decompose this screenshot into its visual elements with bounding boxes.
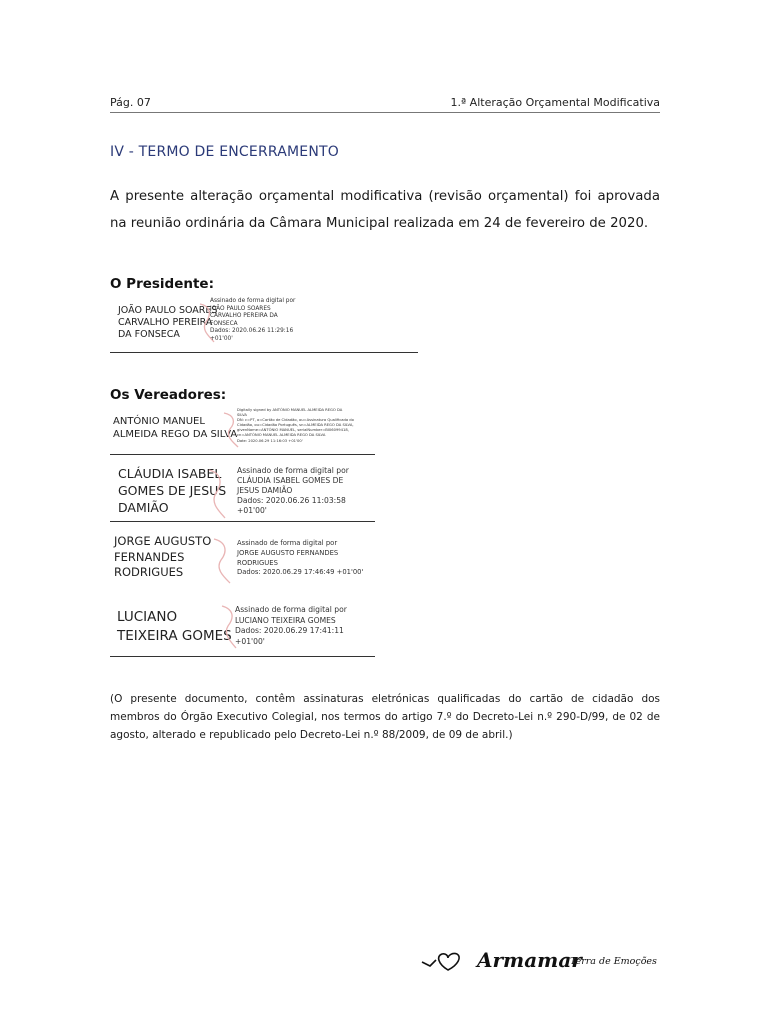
legal-note: (O presente documento, contêm assinaturas eletrónicas qualificadas do cartão de cidadão dos membros do Órgão Executivo Colegial, nos termos do artigo 7.º do Decreto-Lei n.º 290-D/99, de 02 de agosto, alterado e republicado pelo Decreto-Lei n.º 88/2009, de 09 de abril.) [110,693,660,741]
signature-detail-line: Digitally signed by ANTÓNIO MANUEL ALMEIDA REGO DA [237,408,343,412]
signature-detail-line: Assinado de forma digital por [235,605,347,614]
brand-slogan: Terra de Emoções [570,956,657,967]
signer-name-line: RODRIGUES [114,565,184,579]
signature-line [110,454,375,455]
signature-detail-line: FONSECA [210,320,238,327]
president-label: O Presidente: [110,276,214,292]
signer-name-line: ALMEIDA REGO DA SILVA [113,429,238,440]
signer-name-line: JORGE AUGUSTO [114,534,212,548]
signer-name-line: LUCIANO [117,609,178,625]
signature-detail-line: Date: 2020.06.29 11:16:03 +01'00' [237,438,303,443]
signature-detail-line: Dados: 2020.06.29 17:46:49 +01'00' [237,568,364,577]
signature-details [235,605,347,647]
signature-detail-line: Assinado de forma digital por [237,466,349,475]
signature-detail-line: Cidadão, ou=Cidadão Português, sn=ALMEIDA REGO DA SILVA, [237,423,354,428]
signer-name-line: FERNANDES [114,549,185,564]
closing-paragraph: A presente alteração orçamental modificativa (revisão orçamental) foi aprovada na reunião ordinária da Câmara Municipal realizada em 24 de fevereiro de 2020. [110,189,660,231]
councillors-label: Os Vereadores: [110,387,227,403]
signature-detail-line: Assinado de forma digital por [210,298,296,304]
signature-detail-line: +01'00' [235,636,265,646]
signature-detail-line: SILVA [237,413,247,418]
signature-detail-line: JORGE AUGUSTO FERNANDES [237,548,339,557]
signature-detail-line: Dados: 2020.06.29 17:41:11 [235,626,344,635]
section-title: IV - TERMO DE ENCERRAMENTO [110,144,339,160]
signer-name-line: CLÁUDIA ISABEL [118,466,222,481]
signature-detail-line: Assinado de forma digital por [237,539,338,547]
heart-logo-icon [420,950,472,972]
signature-details [237,539,363,578]
signer-name-line: ANTÓNIO MANUEL [113,416,205,427]
signature-mark-icon [205,466,229,522]
document-title: 1.ª Alteração Orçamental Modificativa [450,96,660,109]
footer-logo [420,948,670,976]
signer-name [114,534,211,581]
signature-detail-line: JESUS DAMIÃO [237,486,293,495]
president-signature [110,298,420,354]
signer-name-line: DAMIÃO [118,500,169,515]
signer-name-line: GOMES DE JESUS [118,483,227,498]
signature-detail-line: givenName=ANTÓNIO MANUEL, serialNumber=BI06099418, [237,428,349,433]
signature-line [110,656,375,657]
signature-detail-line: +01'00' [210,335,233,342]
councillor-signature [110,407,376,455]
signature-line [110,521,375,522]
signature-detail-line: Dados: 2020.06.26 11:29:16 [210,328,294,335]
councillor-signature [110,600,376,658]
signature-detail-line: RODRIGUES [237,558,278,567]
page-number: Pág. 07 [110,96,151,109]
signature-details [237,408,354,444]
signer-name-line: JOÃO PAULO SOARES [118,305,218,316]
signature-detail-line: LUCIANO TEIXEIRA GOMES [235,615,336,625]
signature-detail-line: cn=ANTÓNIO MANUEL ALMEIDA REGO DA SILVA [237,433,326,438]
signature-detail-line: CARVALHO PEREIRA DA [210,313,278,320]
signature-detail-line: DN: c=PT, o=Cartão de Cidadão, ou=Assinatura Qualificada do [237,418,354,423]
signature-detail-line: +01'00' [237,506,267,515]
signature-line [110,352,418,353]
signer-name [117,608,232,646]
signer-name-line: CARVALHO PEREIRA [118,317,213,328]
signature-mark-icon [210,535,234,587]
signer-name-line: DA FONSECA [118,329,180,340]
signer-name-line: TEIXEIRA GOMES [117,628,232,644]
header-divider [110,112,660,113]
brand-name: Armamar [477,948,582,972]
signature-detail-line: Dados: 2020.06.26 11:03:58 [237,496,346,505]
signer-name [113,415,237,441]
councillor-signature [110,462,376,524]
signature-detail-line: JOÃO PAULO SOARES [210,305,271,312]
signature-detail-line: CLÁUDIA ISABEL GOMES DE [237,476,344,485]
signature-details [237,466,349,516]
councillor-signature [110,531,376,591]
signature-details [210,298,295,344]
